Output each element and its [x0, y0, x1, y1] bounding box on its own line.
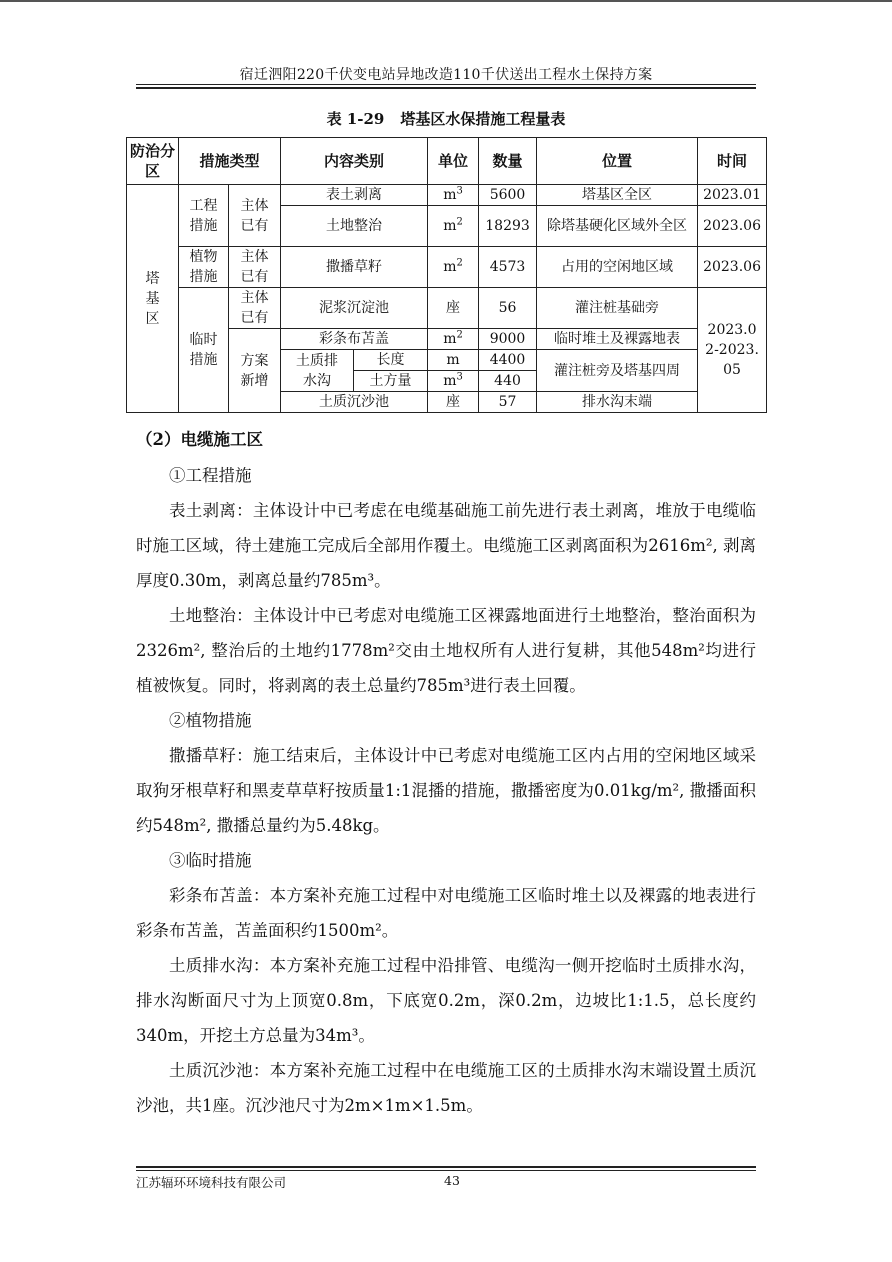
- footer-company: 江苏辐环环境科技有限公司: [136, 1175, 287, 1190]
- table-row: [127, 247, 767, 288]
- qty-cell: 5600: [479, 185, 537, 206]
- unit-cell: $m^2$: [428, 329, 479, 350]
- location-cell: 除塔基硬化区域外全区: [537, 206, 698, 247]
- section-heading: （2）电缆施工区: [136, 430, 263, 449]
- table-caption-title: 塔基区水保措施工程量表: [400, 110, 566, 128]
- location-cell: 灌注桩基础旁: [537, 288, 698, 329]
- footer-rule-thick: [136, 1166, 756, 1168]
- qty-cell: 440: [479, 371, 537, 392]
- source-main: 主体已有: [229, 288, 281, 329]
- qty-cell: 4400: [479, 350, 537, 371]
- header-rule: [136, 84, 756, 85]
- unit-cell: $m^3$: [428, 371, 479, 392]
- time-cell: 2023.06: [698, 206, 767, 247]
- qty-cell: 56: [479, 288, 537, 329]
- paragraph-topsoil: 表土剥离：主体设计中已考虑在电缆基础施工前先进行表土剥离，堆放于电缆临时施工区域，待土建施工完成后全部用作覆土。电缆施工区剥离面积为2616m², 剥离厚度0.30m，剥离总量约785m³。: [136, 501, 756, 590]
- subheading-temporary: ③临时措施: [169, 851, 252, 870]
- footer-rule: [136, 1170, 756, 1171]
- body-text: [136, 426, 756, 1123]
- unit-cell: $m^2$: [428, 247, 479, 288]
- paragraph-land-grading: 土地整治：主体设计中已考虑对电缆施工区裸露地面进行土地整治，整治面积为2326m², 整治后的土地约1778m²交由土地权所有人进行复耕，其他548m²均进行植被恢复。同时，将剥离的表土总量约785m³进行表土回覆。: [136, 606, 756, 695]
- unit-cell: $m^2$: [428, 206, 479, 247]
- table-caption: [136, 108, 756, 129]
- paragraph-settling-pond: 土质沉沙池：本方案补充施工过程中在电缆施工区的土质排水沟末端设置土质沉沙池，共1座。沉沙池尺寸为2m×1m×1.5m。: [136, 1061, 756, 1115]
- table-caption-number: 表 1-29: [326, 110, 385, 128]
- unit-cell: 座: [428, 392, 479, 413]
- header-rule-thick: [136, 87, 756, 89]
- content-cell: 撒播草籽: [281, 247, 428, 288]
- subheading-plant: ②植物措施: [169, 711, 252, 730]
- table-row: [127, 288, 767, 329]
- page-number: 43: [444, 1173, 460, 1188]
- unit-cell: $m^3$: [428, 185, 479, 206]
- content-cell: 表土剥离: [281, 185, 428, 206]
- col-header-type: 措施类型: [179, 138, 281, 185]
- col-header-zone: 防治分区: [127, 138, 179, 185]
- page-header: 宿迁泗阳220千伏变电站异地改造110千伏送出工程水土保持方案: [239, 67, 653, 83]
- location-cell: 占用的空闲地区域: [537, 247, 698, 288]
- time-cell: 2023.06: [698, 247, 767, 288]
- subheading-engineering: ①工程措施: [169, 466, 252, 485]
- location-cell: 塔基区全区: [537, 185, 698, 206]
- content-cell: 土地整治: [281, 206, 428, 247]
- zone-cell: 塔基区: [127, 185, 179, 413]
- sub-content-cell: 长度: [354, 350, 428, 371]
- source-main: 主体已有: [229, 247, 281, 288]
- location-cell: 临时堆土及裸露地表: [537, 329, 698, 350]
- content-cell: 土质沉沙池: [281, 392, 428, 413]
- location-cell: 排水沟末端: [537, 392, 698, 413]
- sub-content-cell: 土方量: [354, 371, 428, 392]
- type-plant: 植物措施: [179, 247, 229, 288]
- time-cell: 2023.01: [698, 185, 767, 206]
- qty-cell: 18293: [479, 206, 537, 247]
- col-header-location: 位置: [537, 138, 698, 185]
- content-cell: 彩条布苫盖: [281, 329, 428, 350]
- unit-cell: 座: [428, 288, 479, 329]
- paragraph-tarp-cover: 彩条布苫盖：本方案补充施工过程中对电缆施工区临时堆土以及裸露的地表进行彩条布苫盖，苫盖面积约1500m²。: [136, 886, 756, 940]
- content-cell: 泥浆沉淀池: [281, 288, 428, 329]
- type-engineering: 工程措施: [179, 185, 229, 247]
- table-row: [127, 185, 767, 206]
- col-header-qty: 数量: [479, 138, 537, 185]
- source-main: 主体已有: [229, 185, 281, 247]
- content-cell: 土质排水沟: [281, 350, 354, 392]
- paragraph-drainage-ditch: 土质排水沟：本方案补充施工过程中沿排管、电缆沟一侧开挖临时土质排水沟，排水沟断面尺寸为上顶宽0.8m，下底宽0.2m，深0.2m，边坡比1:1.5，总长度约340m，开挖土方总量为34m³。: [136, 956, 756, 1045]
- source-new: 方案新增: [229, 329, 281, 413]
- col-header-unit: 单位: [428, 138, 479, 185]
- col-header-content: 内容类别: [281, 138, 428, 185]
- col-header-time: 时间: [698, 138, 767, 185]
- measures-table: [126, 137, 767, 413]
- paragraph-seeding: 撒播草籽：施工结束后，主体设计中已考虑对电缆施工区内占用的空闲地区域采取狗牙根草籽和黑麦草草籽按质量1:1混播的措施，撒播密度为0.01kg/m², 撒播面积约548m², 撒播总量约为5.48kg。: [136, 746, 756, 835]
- qty-cell: 57: [479, 392, 537, 413]
- qty-cell: 9000: [479, 329, 537, 350]
- page-top-border: [0, 0, 892, 2]
- time-cell-temporary: 2023.02-2023.05: [698, 288, 767, 413]
- unit-cell: m: [428, 350, 479, 371]
- type-temporary: 临时措施: [179, 288, 229, 413]
- qty-cell: 4573: [479, 247, 537, 288]
- location-cell: 灌注桩旁及塔基四周: [537, 350, 698, 392]
- table-header-row: [127, 138, 767, 185]
